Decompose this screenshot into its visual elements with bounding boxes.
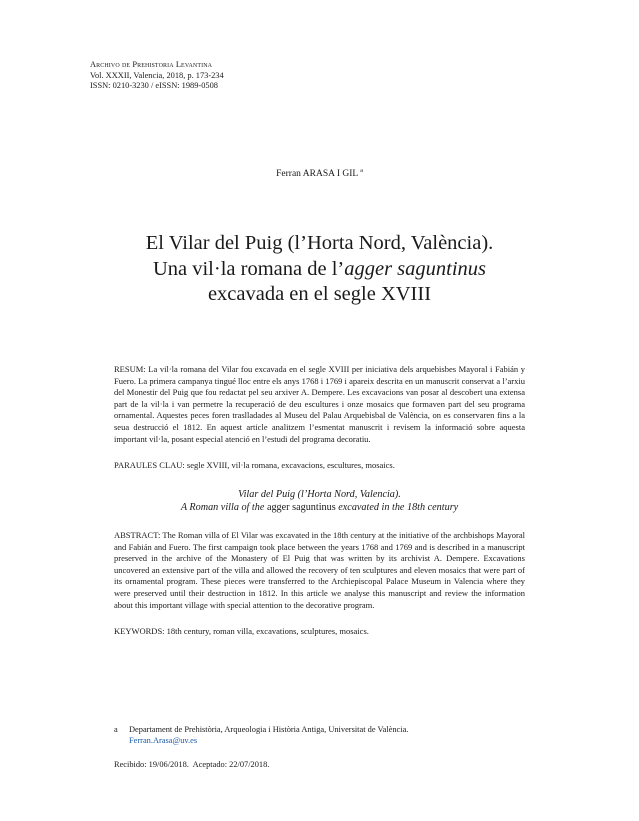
keywords-label: KEYWORDS: [114,626,165,636]
english-title-line-1: Vilar del Puig (l’Horta Nord, Valencia). [238,489,401,500]
resum-text: La vil·la romana del Vilar fou excavada en el segle XVIII per iniciativa dels arquebisbes Mayoral i Fabián y Fuero. La primera campanya tingué lloc entre els anys 1768 i 1769 i apareix descrita en un manuscrit conservat a l’arxiu del Monestir del Puig que fou redactat pel seu arxiver A. Dempere. Les excavacions van posar al descobert una extensa part de la vil·la i van permetre la recuperació de deu escultures i onze mosaics que formaven part del seu programa ornamental. Aquestes peces foren traslladades al Museu del Palau Arquebisbal de València, on es conservaren fins a la seua destrucció el 1812. En aquest article analitzem l’esmentat manuscrit i revisem la informació sobre aquesta important vil·la, posant especial atenció en l’estudi del programa decoratiu. [114,364,526,444]
article-title [0,231,639,308]
paraules-clau-label: PARAULES CLAU: [114,460,185,470]
paraules-clau-text: segle XVIII, vil·la romana, excavacions, escultures, mosaics. [186,460,395,470]
accepted-date: Aceptado: 22/07/2018. [192,760,270,769]
title-line-3: excavada en el segle XVIII [207,283,432,305]
english-title-part-c: excavated in the 18th century [338,501,459,513]
title-line-2-italic: agger saguntinus [344,257,487,280]
keywords-block [114,626,534,638]
paraules-clau-block [114,460,534,472]
keywords-text: 18th century, roman villa, excavations, sculptures, mosaics. [166,626,369,636]
footnote-email-link[interactable]: Ferran.Arasa@uv.es [129,736,198,745]
footnote [114,724,408,746]
journal-header [90,60,224,92]
english-title-part-b: agger saguntinus [266,501,336,513]
abstract-block [114,530,525,611]
title-line-1: El Vilar del Puig (l’Horta Nord, València). [145,232,494,254]
english-title-part-a: A Roman villa of the [180,501,265,513]
resum-block [114,364,525,445]
footnote-mark: a [114,725,118,734]
abstract-label: ABSTRACT: [114,530,161,540]
author-name: Ferran ARASA I GIL [276,169,359,179]
journal-issn: ISSN: 0210-3230 / eISSN: 1989-0508 [90,81,218,91]
received-date: Recibido: 19/06/2018. [114,760,189,769]
title-line-2 [0,257,639,283]
english-title-line-2 [0,502,639,515]
english-title [0,489,639,514]
title-line-2-text: Una vil·la romana de l’ [152,257,345,280]
abstract-text: The Roman villa of El Vilar was excavated in the 18th century at the initiative of the archbishops Mayoral and Fabián and Fuero. The first campaign took place between the years 1768 and 1769 and is described in a manuscript preserved in the archive of the Monastery of El Puig that was written by its archivist A. Dempere. Excavations uncovered an extensive part of the villa and allowed the recovery of ten sculptures and eleven mosaics that were part of its ornamental program. These pieces were transferred to the Archiepiscopal Palace Museum in Valencia where they were preserved until their destruction in 1812. In this article we analyse this manuscript and review the information about this important village with special attention to the decorative program. [114,530,525,610]
journal-volume: Vol. XXXII, Valencia, 2018, p. 173-234 [90,70,224,80]
footnote-affiliation: Departament de Prehistòria, Arqueologia i Història Antiga, Universitat de València. [129,725,409,734]
journal-name: Archivo de Prehistoria Levantina [90,60,213,69]
submission-dates [114,759,269,770]
author-affiliation-mark: a [360,168,363,174]
author-line [0,168,639,179]
resum-label: RESUM: [114,364,146,374]
